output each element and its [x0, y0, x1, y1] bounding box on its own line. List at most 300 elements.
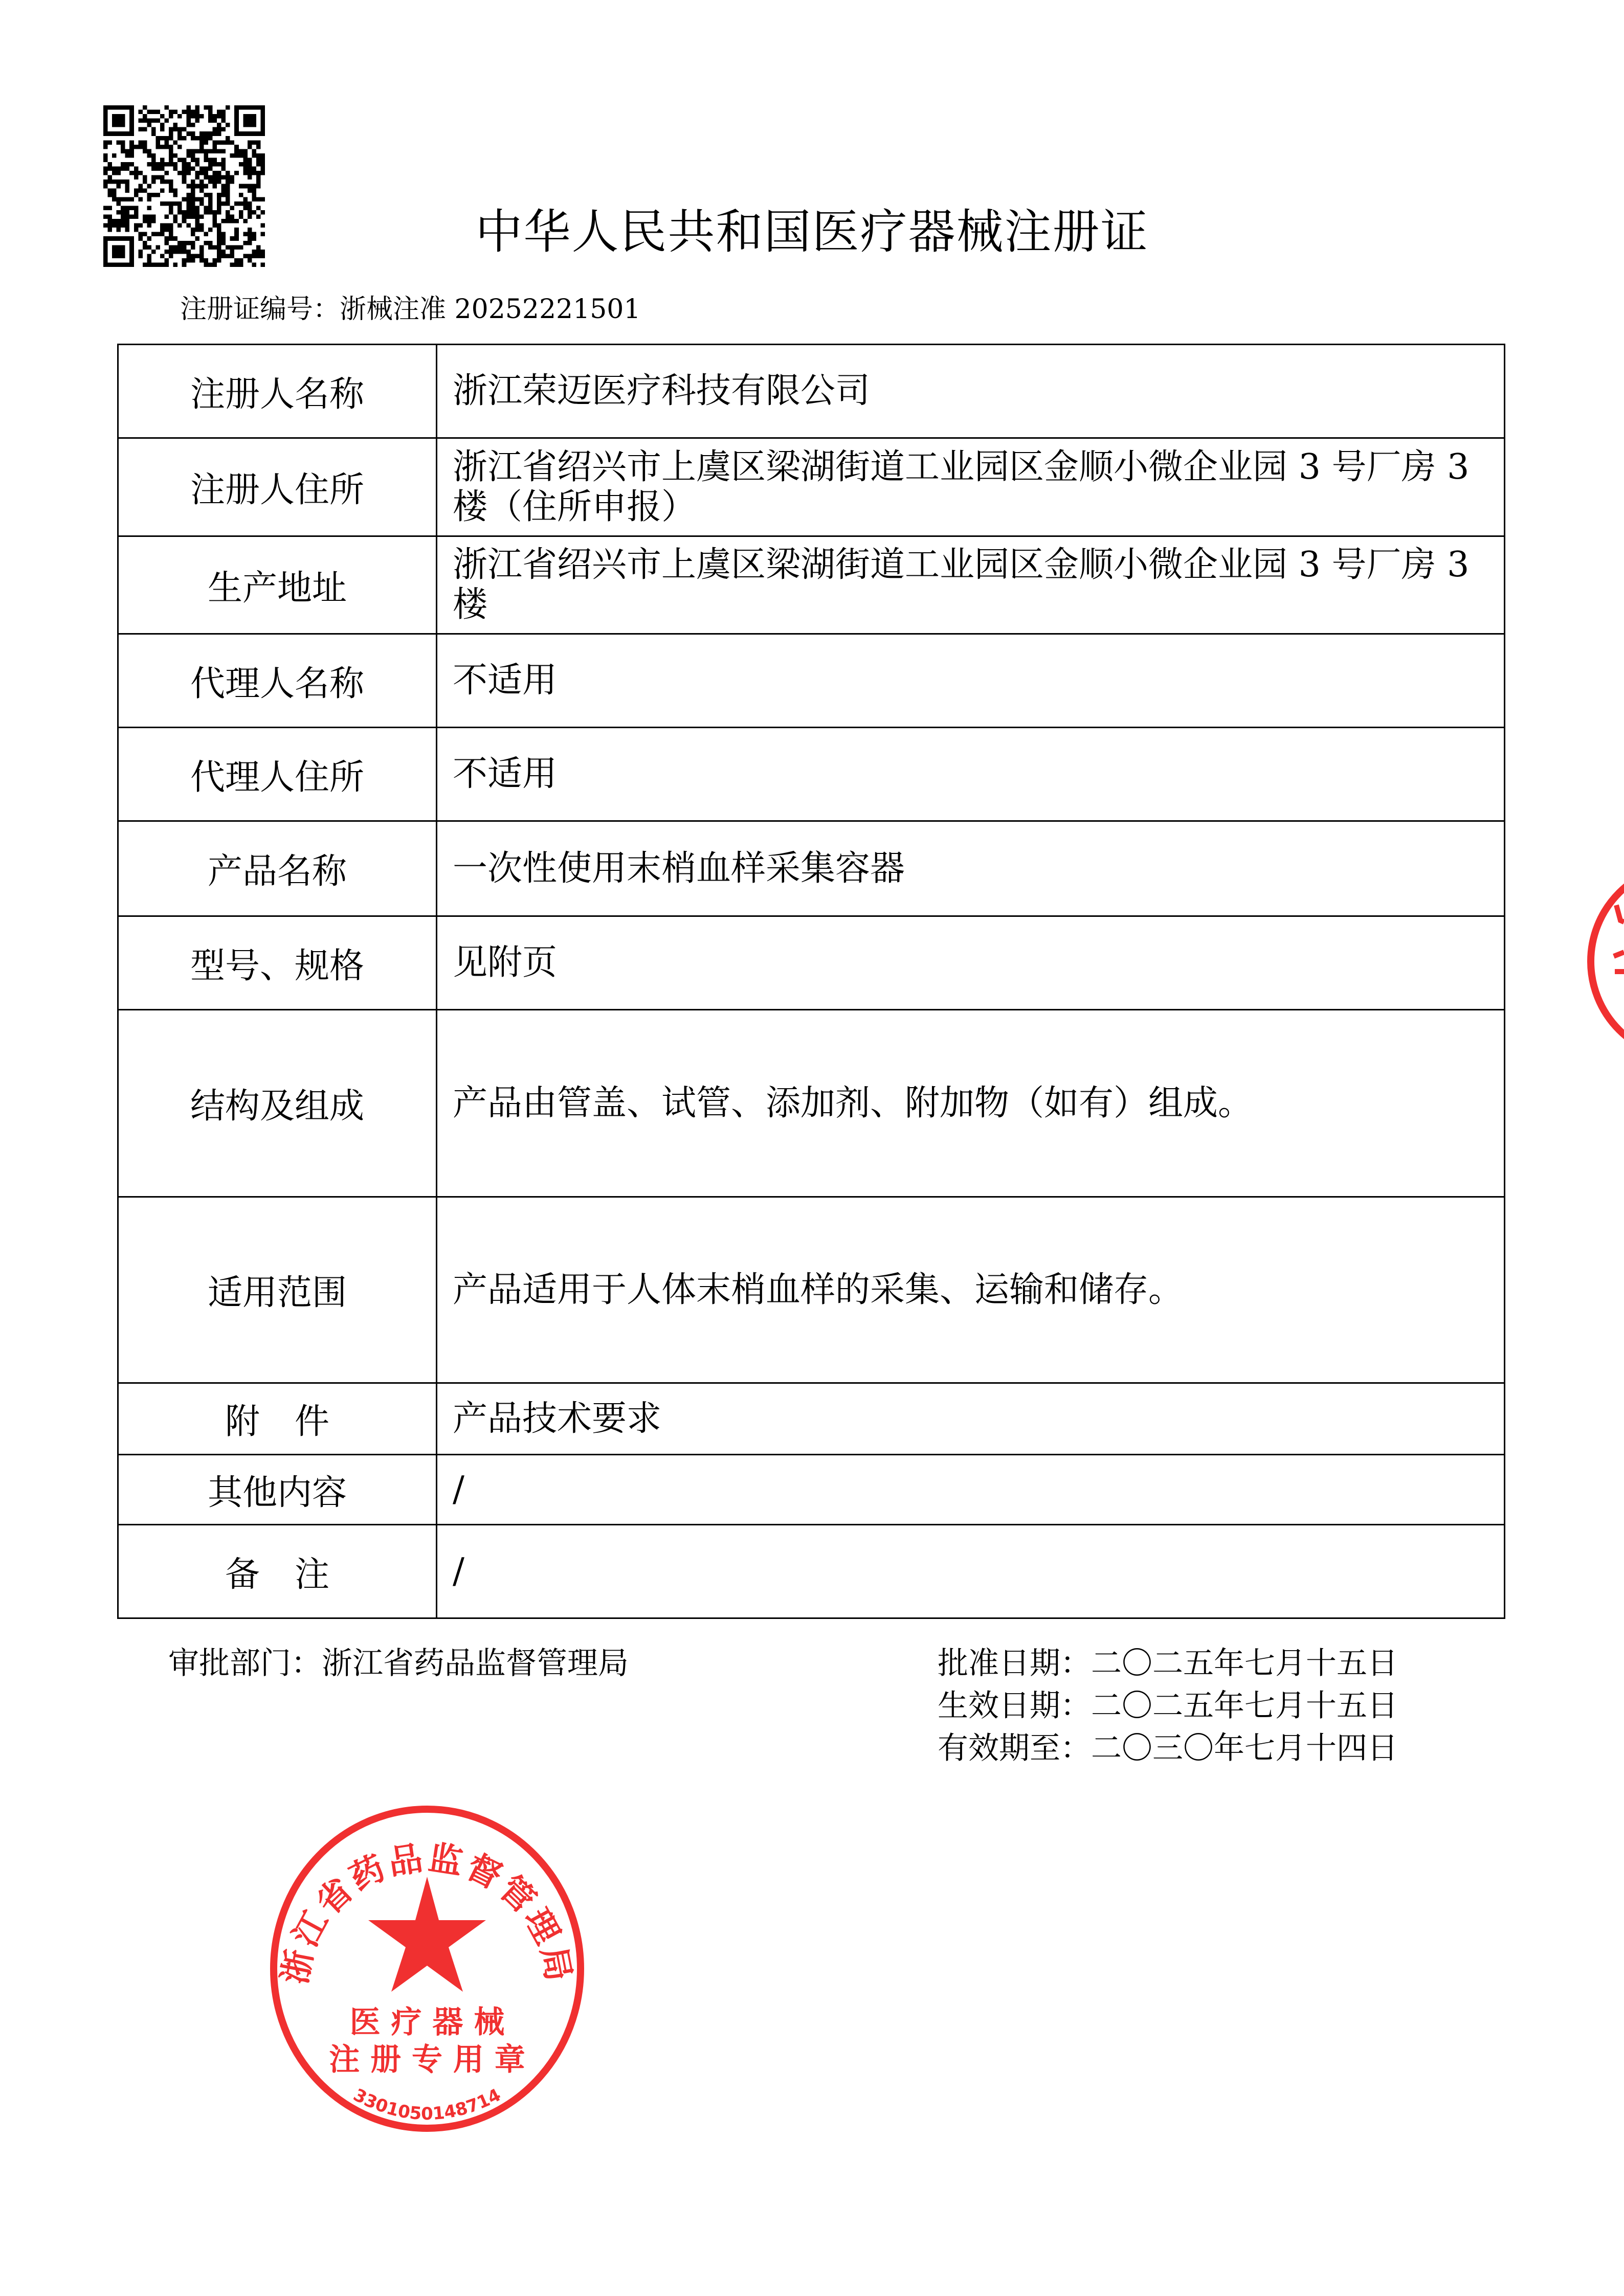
qr-module: [252, 171, 256, 175]
qr-module: [248, 140, 252, 145]
qr-module: [182, 162, 187, 167]
qr-module: [177, 241, 182, 245]
qr-module: [143, 219, 147, 223]
qr-module: [169, 110, 173, 115]
qr-module: [243, 201, 248, 206]
qr-module: [134, 210, 139, 215]
qr-module: [239, 245, 243, 250]
seal-number: 3301050148714: [350, 2084, 504, 2124]
qr-module: [230, 254, 235, 258]
qr-module: [169, 223, 173, 228]
qr-module: [138, 232, 143, 237]
qr-module: [143, 140, 147, 145]
qr-module: [129, 145, 134, 149]
qr-module: [226, 179, 230, 184]
qr-module: [186, 215, 191, 219]
qr-module: [143, 114, 147, 119]
qr-module: [234, 219, 239, 223]
qr-module: [165, 162, 169, 167]
qr-module: [169, 114, 173, 119]
qr-module: [186, 223, 191, 228]
qr-module: [256, 153, 261, 158]
qr-module: [221, 254, 226, 258]
qr-module: [169, 157, 173, 162]
qr-module: [169, 206, 173, 210]
qr-module: [173, 162, 178, 167]
qr-module: [213, 215, 217, 219]
qr-module: [117, 210, 121, 215]
qr-module: [125, 184, 130, 189]
row-label: 其他内容: [118, 1455, 437, 1525]
qr-module: [248, 215, 252, 219]
qr-module: [226, 123, 230, 127]
qr-module: [230, 236, 235, 241]
row-value: 见附页: [437, 916, 1505, 1010]
qr-module: [147, 153, 151, 158]
qr-module: [204, 149, 208, 153]
qr-module: [256, 245, 261, 250]
qr-module: [199, 167, 204, 171]
qr-module: [182, 197, 187, 201]
qr-module: [117, 219, 121, 223]
qr-module: [208, 114, 213, 119]
qr-module: [221, 119, 226, 123]
qr-module: [151, 215, 156, 219]
qr-module: [221, 241, 226, 245]
qr-module: [129, 197, 134, 201]
qr-module: [138, 184, 143, 189]
table-row: [118, 1525, 1505, 1618]
qr-module: [217, 123, 221, 127]
dates-block: [938, 1642, 1398, 1770]
qr-module: [134, 175, 139, 180]
qr-module: [195, 215, 199, 219]
qr-module: [134, 223, 139, 228]
qr-module: [191, 241, 195, 245]
qr-module: [260, 223, 265, 228]
qr-module: [160, 127, 165, 132]
qr-module: [199, 179, 204, 184]
qr-module: [121, 149, 125, 153]
qr-module: [204, 157, 208, 162]
qr-module: [173, 153, 178, 158]
seal-ring: [1591, 864, 1624, 1059]
qr-module: [252, 167, 256, 171]
qr-module: [243, 197, 248, 201]
qr-module: [182, 127, 187, 132]
qr-module: [213, 175, 217, 180]
qr-module: [248, 171, 252, 175]
qr-module: [252, 236, 256, 241]
qr-module: [173, 245, 178, 250]
qr-module: [252, 140, 256, 145]
qr-module: [256, 157, 261, 162]
qr-module: [199, 188, 204, 193]
qr-module: [252, 149, 256, 153]
qr-module: [256, 215, 261, 219]
qr-module: [169, 162, 173, 167]
qr-module: [199, 136, 204, 141]
qr-module: [186, 119, 191, 123]
qr-module: [213, 262, 217, 267]
qr-module: [195, 171, 199, 175]
qr-module: [125, 228, 130, 232]
qr-module: [226, 219, 230, 223]
qr-module: [230, 179, 235, 184]
qr-module: [138, 223, 143, 228]
qr-module: [208, 179, 213, 184]
qr-module: [230, 175, 235, 180]
qr-module: [256, 254, 261, 258]
qr-module: [217, 140, 221, 145]
qr-module: [121, 219, 125, 223]
qr-module: [121, 223, 125, 228]
qr-code-icon: [102, 105, 266, 267]
qr-module: [195, 228, 199, 232]
qr-module: [195, 136, 199, 141]
qr-module: [182, 262, 187, 267]
qr-module: [204, 206, 208, 210]
qr-module: [138, 250, 143, 254]
qr-module: [151, 162, 156, 167]
qr-module: [248, 188, 252, 193]
qr-module: [147, 236, 151, 241]
qr-module: [208, 131, 213, 136]
qr-module: [243, 149, 248, 153]
qr-module: [165, 236, 169, 241]
qr-module: [243, 184, 248, 189]
qr-module: [217, 250, 221, 254]
qr-module: [103, 206, 108, 210]
qr-module: [239, 210, 243, 215]
qr-module: [103, 145, 108, 149]
qr-module: [169, 250, 173, 254]
qr-module: [160, 114, 165, 119]
qr-module: [226, 197, 230, 201]
qr-module: [191, 167, 195, 171]
qr-module: [143, 127, 147, 132]
qr-module: [125, 210, 130, 215]
qr-module: [260, 232, 265, 237]
qr-module: [151, 175, 156, 180]
qr-module: [177, 223, 182, 228]
qr-module: [195, 206, 199, 210]
qr-module: [169, 127, 173, 132]
qr-module: [208, 110, 213, 115]
qr-module: [234, 262, 239, 267]
qr-module: [147, 184, 151, 189]
qr-module: [155, 167, 160, 171]
qr-module: [108, 206, 113, 210]
qr-module: [177, 145, 182, 149]
qr-module: [160, 136, 165, 141]
qr-module: [186, 250, 191, 254]
qr-module: [173, 188, 178, 193]
qr-module: [213, 157, 217, 162]
table-row: [118, 634, 1505, 728]
qr-module: [103, 157, 108, 162]
qr-module: [256, 140, 261, 145]
qr-module: [129, 153, 134, 158]
qr-module: [117, 228, 121, 232]
qr-module: [221, 250, 226, 254]
approval-department: 审批部门：浙江省药品监督管理局: [168, 1646, 629, 1681]
qr-module: [230, 262, 235, 267]
qr-module: [256, 162, 261, 167]
qr-module: [186, 162, 191, 167]
qr-module: [121, 197, 125, 201]
qr-module: [121, 206, 125, 210]
qr-module: [134, 171, 139, 175]
qr-module: [217, 110, 221, 115]
qr-module: [195, 254, 199, 258]
qr-module: [252, 232, 256, 237]
qr-module: [195, 197, 199, 201]
qr-module: [226, 105, 230, 110]
qr-module: [165, 136, 169, 141]
qr-module: [177, 210, 182, 215]
qr-module: [134, 206, 139, 210]
qr-module: [151, 179, 156, 184]
qr-module: [217, 179, 221, 184]
qr-module: [155, 119, 160, 123]
qr-module: [208, 149, 213, 153]
qr-module: [121, 167, 125, 171]
qr-module: [256, 250, 261, 254]
qr-module: [117, 167, 121, 171]
qr-module: [204, 105, 208, 110]
qr-module: [117, 197, 121, 201]
qr-module: [260, 162, 265, 167]
qr-module: [169, 210, 173, 215]
qr-module: [117, 223, 121, 228]
qr-module: [234, 232, 239, 237]
qr-module: [204, 175, 208, 180]
qr-module: [243, 114, 256, 127]
qr-module: [213, 171, 217, 175]
seal-fragment: [1614, 905, 1624, 972]
qr-module: [155, 193, 160, 197]
qr-module: [204, 210, 208, 215]
qr-module: [147, 197, 151, 201]
qr-module: [147, 149, 151, 153]
qr-module: [147, 206, 151, 210]
qr-module: [165, 145, 169, 149]
qr-module: [125, 167, 130, 171]
qr-module: [112, 197, 117, 201]
qr-module: [182, 258, 187, 263]
row-label: 备 注: [118, 1525, 437, 1618]
qr-module: [155, 262, 160, 267]
qr-module: [217, 258, 221, 263]
qr-module: [112, 219, 117, 223]
qr-module: [248, 210, 252, 215]
qr-module: [217, 127, 221, 132]
qr-module: [199, 258, 204, 263]
table-row: [118, 345, 1505, 438]
qr-module: [147, 254, 151, 258]
qr-module: [213, 179, 217, 184]
qr-module: [221, 167, 226, 171]
qr-module: [112, 171, 117, 175]
qr-module: [191, 210, 195, 215]
qr-module: [103, 223, 108, 228]
qr-module: [252, 254, 256, 258]
row-label: 代理人名称: [118, 634, 437, 728]
seal-line2: 注 册 专 用 章: [329, 2042, 525, 2078]
qr-module: [138, 110, 143, 115]
qr-module: [204, 153, 208, 158]
qr-module: [221, 127, 226, 132]
qr-module: [186, 197, 191, 201]
qr-module: [191, 206, 195, 210]
qr-module: [195, 175, 199, 180]
qr-module: [195, 223, 199, 228]
qr-module: [143, 241, 147, 245]
table-row: [118, 1455, 1505, 1525]
qr-module: [195, 236, 199, 241]
qr-module: [186, 184, 191, 189]
registration-number-value: 浙械注准 20252221501: [340, 294, 641, 325]
qr-module: [217, 171, 221, 175]
qr-module: [217, 223, 221, 228]
approval-date: 批准日期：二〇二五年七月十五日: [938, 1646, 1398, 1681]
qr-module: [186, 114, 191, 119]
qr-module: [199, 184, 204, 189]
qr-module: [248, 184, 252, 189]
seal-arc-text: 浙江省药品监督管理局: [275, 1838, 580, 1987]
qr-module: [230, 206, 235, 210]
qr-module: [191, 110, 195, 115]
qr-module: [173, 193, 178, 197]
row-value: 浙江省绍兴市上虞区梁湖街道工业园区金顺小微企业园 3 号厂房 3 楼: [437, 536, 1505, 634]
qr-module: [230, 250, 235, 254]
qr-module: [134, 193, 139, 197]
row-value: /: [437, 1455, 1505, 1525]
qr-module: [112, 114, 125, 127]
qr-module: [239, 184, 243, 189]
qr-module: [256, 206, 261, 210]
qr-module: [117, 171, 121, 175]
qr-module: [182, 219, 187, 223]
qr-module: [155, 175, 160, 180]
qr-module: [173, 140, 178, 145]
qr-module: [204, 184, 208, 189]
qr-module: [160, 188, 165, 193]
qr-module: [182, 215, 187, 219]
qr-module: [143, 179, 147, 184]
qr-module: [191, 197, 195, 201]
qr-module: [173, 201, 178, 206]
certificate-table: [117, 344, 1505, 1619]
qr-module: [195, 105, 199, 110]
qr-module: [234, 258, 239, 263]
qr-module: [217, 149, 221, 153]
qr-module: [121, 162, 125, 167]
qr-module: [151, 167, 156, 171]
table-row: [118, 821, 1505, 916]
qr-module: [217, 228, 221, 232]
qr-module: [208, 105, 213, 110]
qr-module: [182, 241, 187, 245]
qr-module: [125, 162, 130, 167]
qr-module: [208, 136, 213, 141]
qr-module: [117, 184, 121, 189]
qr-module: [191, 179, 195, 184]
qr-module: [151, 127, 156, 132]
qr-module: [165, 258, 169, 263]
qr-module: [125, 197, 130, 201]
qr-module: [204, 136, 208, 141]
qr-module: [186, 105, 191, 110]
qr-module: [103, 167, 108, 171]
qr-module: [191, 232, 195, 237]
qr-module: [147, 110, 151, 115]
qr-module: [125, 179, 130, 184]
qr-module: [243, 167, 248, 171]
qr-module: [134, 145, 139, 149]
qr-module: [234, 145, 239, 149]
qr-module: [221, 162, 226, 167]
table-row: [118, 1383, 1505, 1455]
qr-module: [186, 131, 191, 136]
row-label: 适用范围: [118, 1197, 437, 1383]
qr-module: [177, 201, 182, 206]
qr-module: [147, 193, 151, 197]
qr-module: [129, 215, 134, 219]
qr-module: [191, 153, 195, 158]
qr-module: [239, 215, 243, 219]
qr-module: [108, 140, 113, 145]
qr-module: [248, 145, 252, 149]
qr-module: [160, 232, 165, 237]
qr-module: [186, 153, 191, 158]
qr-module: [243, 206, 248, 210]
qr-module: [125, 219, 130, 223]
qr-module: [182, 175, 187, 180]
page-title: 中华人民共和国医疗器械注册证: [475, 205, 1149, 259]
qr-module: [248, 228, 252, 232]
qr-module: [234, 171, 239, 175]
qr-module: [134, 228, 139, 232]
qr-module: [199, 131, 204, 136]
row-value: /: [437, 1525, 1505, 1618]
official-seal: [263, 1805, 591, 2132]
qr-module: [213, 162, 217, 167]
qr-module: [182, 136, 187, 141]
qr-module: [217, 206, 221, 210]
qr-module: [169, 254, 173, 258]
qr-module: [199, 228, 204, 232]
row-label: 附 件: [118, 1383, 437, 1455]
qr-module: [208, 193, 213, 197]
qr-module: [108, 188, 113, 193]
qr-module: [213, 219, 217, 223]
qr-module: [217, 197, 221, 201]
qr-module: [234, 245, 239, 250]
qr-module: [151, 119, 156, 123]
qr-module: [226, 184, 230, 189]
qr-module: [226, 201, 230, 206]
qr-module: [195, 210, 199, 215]
qr-module: [160, 201, 165, 206]
qr-module: [199, 145, 204, 149]
qr-module: [239, 193, 243, 197]
qr-module: [213, 131, 217, 136]
qr-module: [260, 167, 265, 171]
qr-module: [112, 179, 117, 184]
qr-module: [165, 241, 169, 245]
